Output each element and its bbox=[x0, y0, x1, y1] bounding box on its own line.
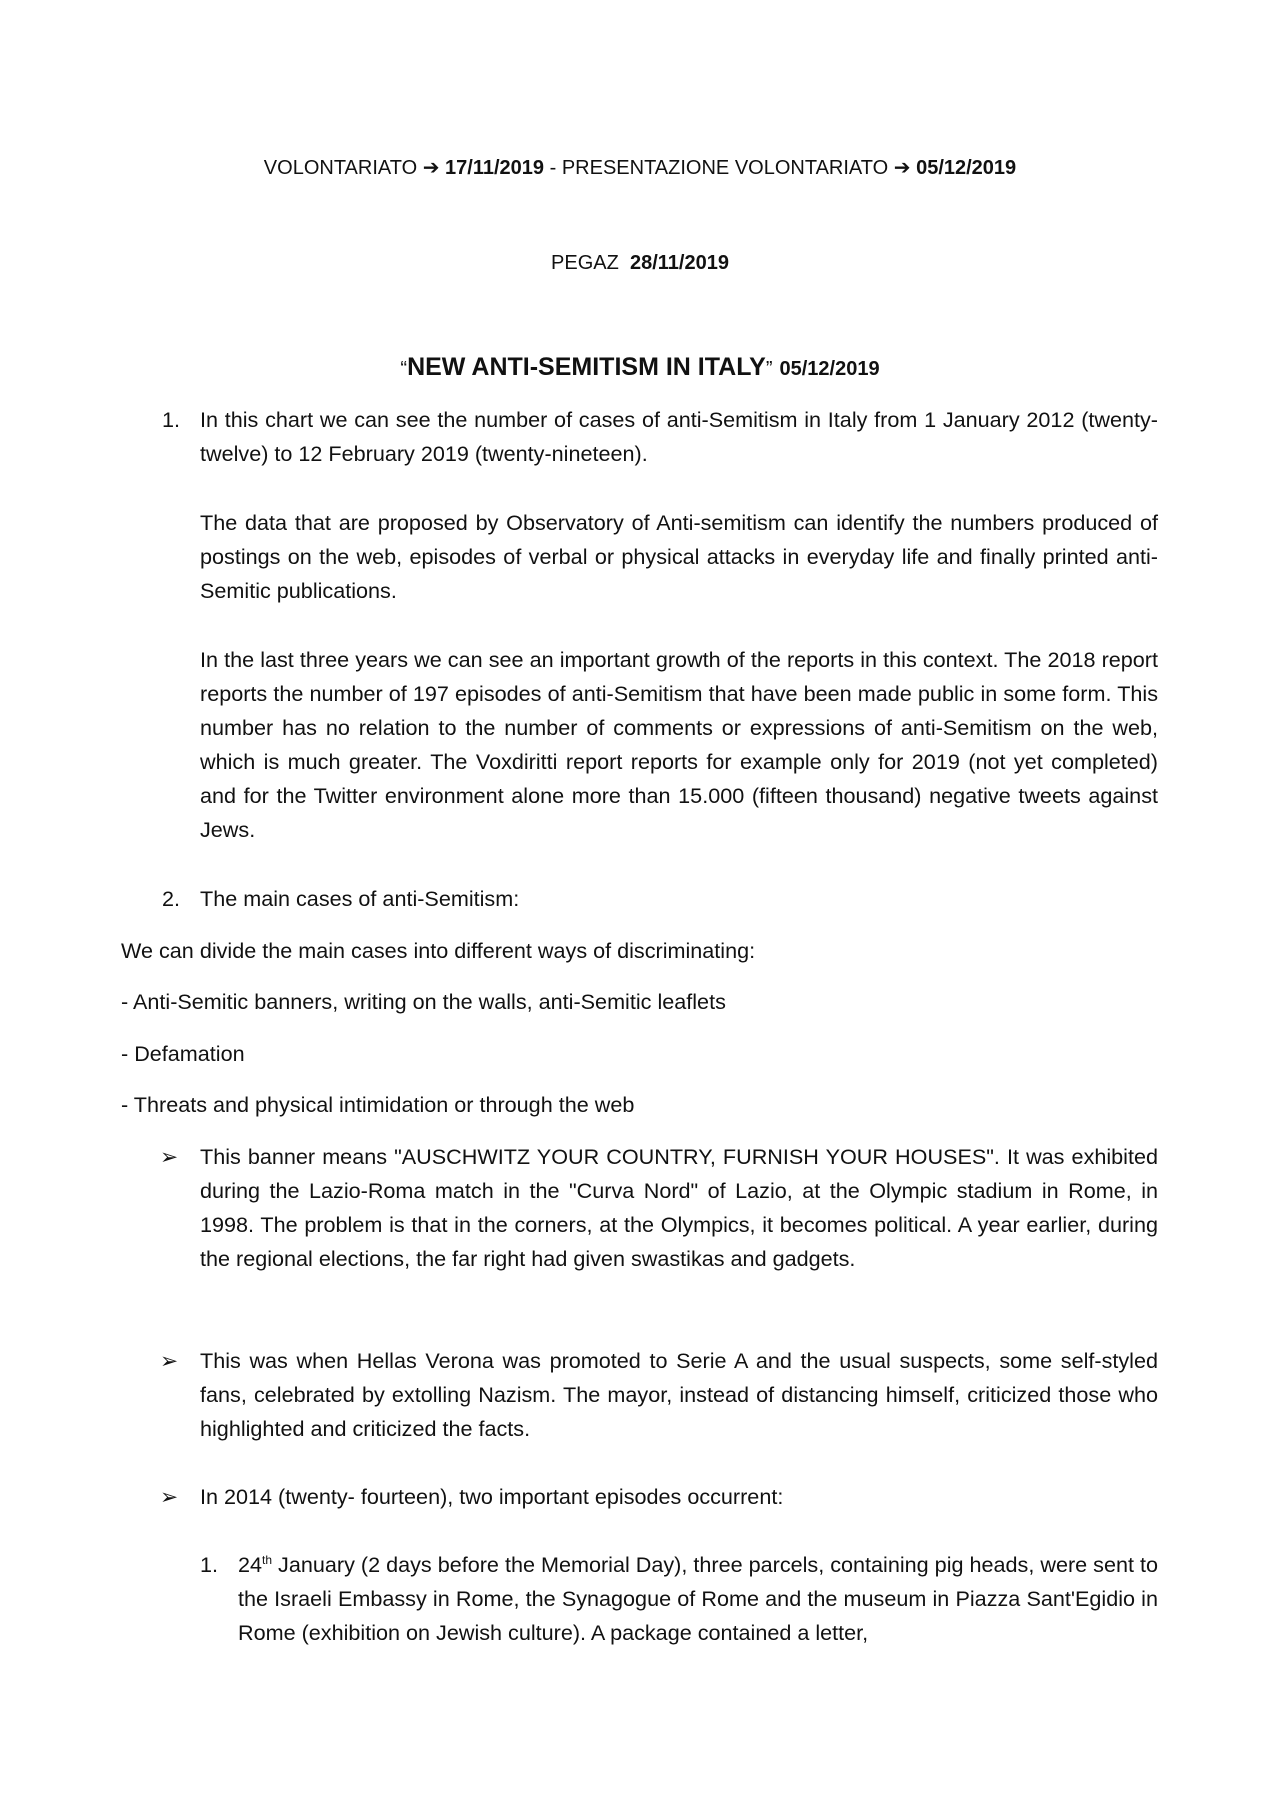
document-title bbox=[0, 353, 1280, 382]
dash-item: - Threats and physical intimidation or through the web bbox=[121, 1092, 635, 1117]
section-1-paragraph-3: In the last three years we can see an important growth of the reports in this context. The 2018 report reports the number of 197 episodes of anti-Semitism that have been made public in some form. This number has no relation to the number of comments or expressions of anti-Semitism on the web, which is much greater. The Voxdiritti report reports for example only for 2019 (not yet completed) and for the Twitter environment alone more than 15.000 (fifteen thousand) negative tweets against Jews. bbox=[200, 647, 1158, 842]
bullet-arrow-icon: ➢ bbox=[160, 1144, 179, 1169]
title-open-quote: “ bbox=[400, 358, 408, 380]
pegaz-date: 28/11/2019 bbox=[629, 252, 729, 274]
dash-item: - Anti-Semitic banners, writing on the walls, anti-Semitic leaflets bbox=[121, 989, 726, 1014]
title-close-quote: ” bbox=[765, 358, 773, 380]
header-line-pegaz bbox=[0, 252, 1280, 275]
section-1-paragraph-2: The data that are proposed by Observatory of Anti-semitism can identify the numbers produced of postings on the web, episodes of verbal or physical attacks in everyday life and finally printed anti-Semitic publications. bbox=[200, 510, 1158, 603]
arrow-right-icon: ➔ bbox=[422, 157, 440, 179]
sub-item-day: 24 bbox=[238, 1552, 263, 1577]
dash-item: - Defamation bbox=[121, 1041, 245, 1066]
arrow-right-icon: ➔ bbox=[893, 157, 911, 179]
bullet-2014-text: In 2014 (twenty- fourteen), two important episodes occurrent: bbox=[200, 1484, 784, 1509]
presentazione-label: - PRESENTAZIONE VOLONTARIATO bbox=[549, 157, 889, 179]
bullet-hellas-verona-text: This was when Hellas Verona was promoted to Serie A and the usual suspects, some self-styled fans, celebrated by extolling Nazism. The mayor, instead of distancing himself, criticized those who highlighted and criticized the facts. bbox=[200, 1348, 1158, 1441]
section-1-number: 1. bbox=[162, 407, 181, 432]
sub-item-day-suffix: th bbox=[262, 1552, 273, 1567]
title-text: NEW ANTI-SEMITISM IN ITALY bbox=[407, 353, 766, 381]
presentazione-date: 05/12/2019 bbox=[916, 157, 1017, 179]
sub-item-number: 1. bbox=[200, 1552, 219, 1577]
header-line-volontariato bbox=[0, 155, 1280, 180]
volontariato-date: 17/11/2019 bbox=[445, 157, 545, 179]
volontariato-label: VOLONTARIATO bbox=[263, 157, 418, 179]
bullet-arrow-icon: ➢ bbox=[160, 1348, 179, 1373]
sub-item-text bbox=[238, 1548, 1158, 1650]
section-2-heading: The main cases of anti-Semitism: bbox=[200, 886, 520, 911]
bullet-banner-text: This banner means "AUSCHWITZ YOUR COUNTRY, FURNISH YOUR HOUSES". It was exhibited during the Lazio-Roma match in the "Curva Nord" of Lazio, at the Olympic stadium in Rome, in 1998. The problem is that in the corners, at the Olympics, it becomes political. A year earlier, during the regional elections, the far right had given swastikas and gadgets. bbox=[200, 1144, 1158, 1271]
sub-item-body: January (2 days before the Memorial Day), three parcels, containing pig heads, were sent to the Israeli Embassy in Rome, the Synagogue of Rome and the museum in Piazza Sant'Egidio in Rome (exhibition on Jewish culture). A package contained a letter, bbox=[238, 1552, 1158, 1645]
title-date: 05/12/2019 bbox=[779, 358, 880, 380]
section-2-intro: We can divide the main cases into different ways of discriminating: bbox=[121, 938, 756, 963]
bullet-arrow-icon: ➢ bbox=[160, 1484, 179, 1509]
pegaz-label: PEGAZ bbox=[551, 252, 619, 274]
section-2-number: 2. bbox=[162, 886, 181, 911]
section-1-paragraph-1: In this chart we can see the number of cases of anti-Semitism in Italy from 1 January 2012 (twenty- twelve) to 12 February 2019 (twenty-nineteen). bbox=[200, 407, 1158, 466]
